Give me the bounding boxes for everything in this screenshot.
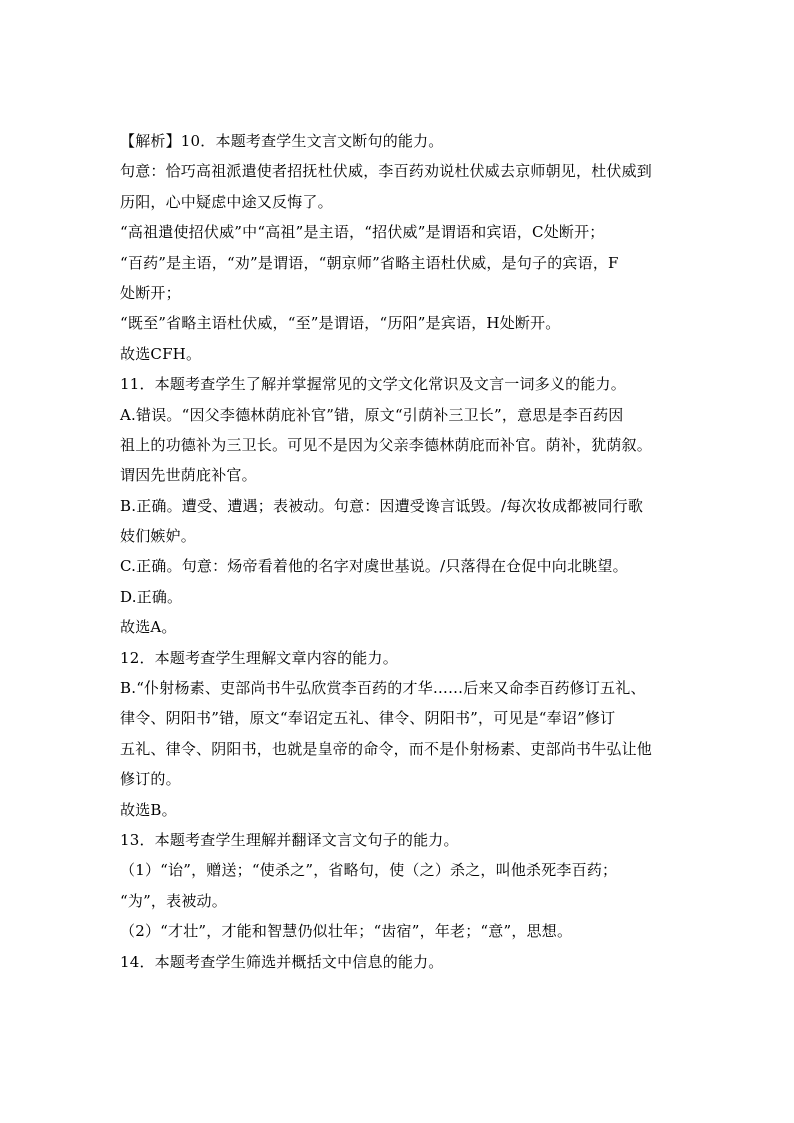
text-line: C.正确。句意：炀帝看着他的名字对虞世基说。/只落得在仓促中向北眺望。 [120, 557, 628, 576]
text-line: （2）“才壮”，才能和智慧仍似壮年；“齿宿”，年老；“意”，思想。 [120, 922, 573, 941]
document-body [120, 126, 700, 977]
text-line: 修订的。 [120, 770, 181, 789]
text-line: “既至”省略主语杜伏威，“至”是谓语，“历阳”是宾语，H处断开。 [120, 314, 561, 333]
text-line: （1）“诒”，赠送；“使杀之”，省略句，使（之）杀之，叫他杀死李百药； [120, 861, 618, 880]
text-line-question-14: 14．本题考查学生筛选并概括文中信息的能力。 [120, 952, 444, 971]
text-line: 祖上的功德补为三卫长。可见不是因为父亲李德林荫庇而补官。荫补，犹荫叙。 [120, 435, 653, 454]
text-line: 谓因先世荫庇补官。 [120, 466, 257, 485]
text-line: 五礼、律令、阴阳书，也就是皇帝的命令，而不是仆射杨素、吏部尚书牛弘让他 [120, 739, 653, 758]
text-line: 妓们嫉妒。 [120, 527, 197, 546]
text-line: 历阳，心中疑虑中途又反悔了。 [120, 192, 333, 211]
text-line: B.正确。遭受、遭遇；表被动。句意：因遭受谗言诋毁。/每次妆成都被同行歌 [120, 496, 644, 515]
text-line-question-12: 12．本题考查学生理解文章内容的能力。 [120, 648, 398, 667]
text-line: “高祖遣使招伏威”中“高祖”是主语，“招伏威”是谓语和宾语，C处断开； [120, 223, 605, 242]
text-line-analysis-heading: 【解析】10．本题考查学生文言文断句的能力。 [120, 132, 444, 150]
text-line: B.“仆射杨素、吏部尚书牛弘欣赏李百药的才华……后来又命李百药修订五礼、 [120, 679, 646, 698]
text-line-question-11: 11．本题考查学生了解并掌握常见的文学文化常识及文言一词多义的能力。 [120, 375, 626, 394]
text-line: A.错误。“因父李德林荫庇补官”错，原文“引荫补三卫长”，意思是李百药因 [120, 405, 624, 424]
text-line-question-13: 13．本题考查学生理解并翻译文言文句子的能力。 [120, 830, 459, 849]
text-line: D.正确。 [120, 587, 183, 606]
text-line-answer: 故选B。 [120, 800, 177, 819]
text-line: “为”，表被动。 [120, 891, 227, 910]
text-line: 律令、阴阳书”错，原文“奉诏定五礼、律令、阴阳书”，可见是“奉诏”修订 [120, 709, 616, 728]
text-line-answer: 故选A。 [120, 618, 177, 637]
text-line: 处断开； [120, 283, 181, 302]
text-line: 句意：恰巧高祖派遣使者招抚杜伏威，李百药劝说杜伏威去京师朝见，杜伏威到 [120, 162, 653, 181]
text-line: “百药”是主语，“劝”是谓语，“朝京师”省略主语杜伏威，是句子的宾语，F [120, 253, 619, 272]
text-line-answer: 故选CFH。 [120, 344, 202, 363]
